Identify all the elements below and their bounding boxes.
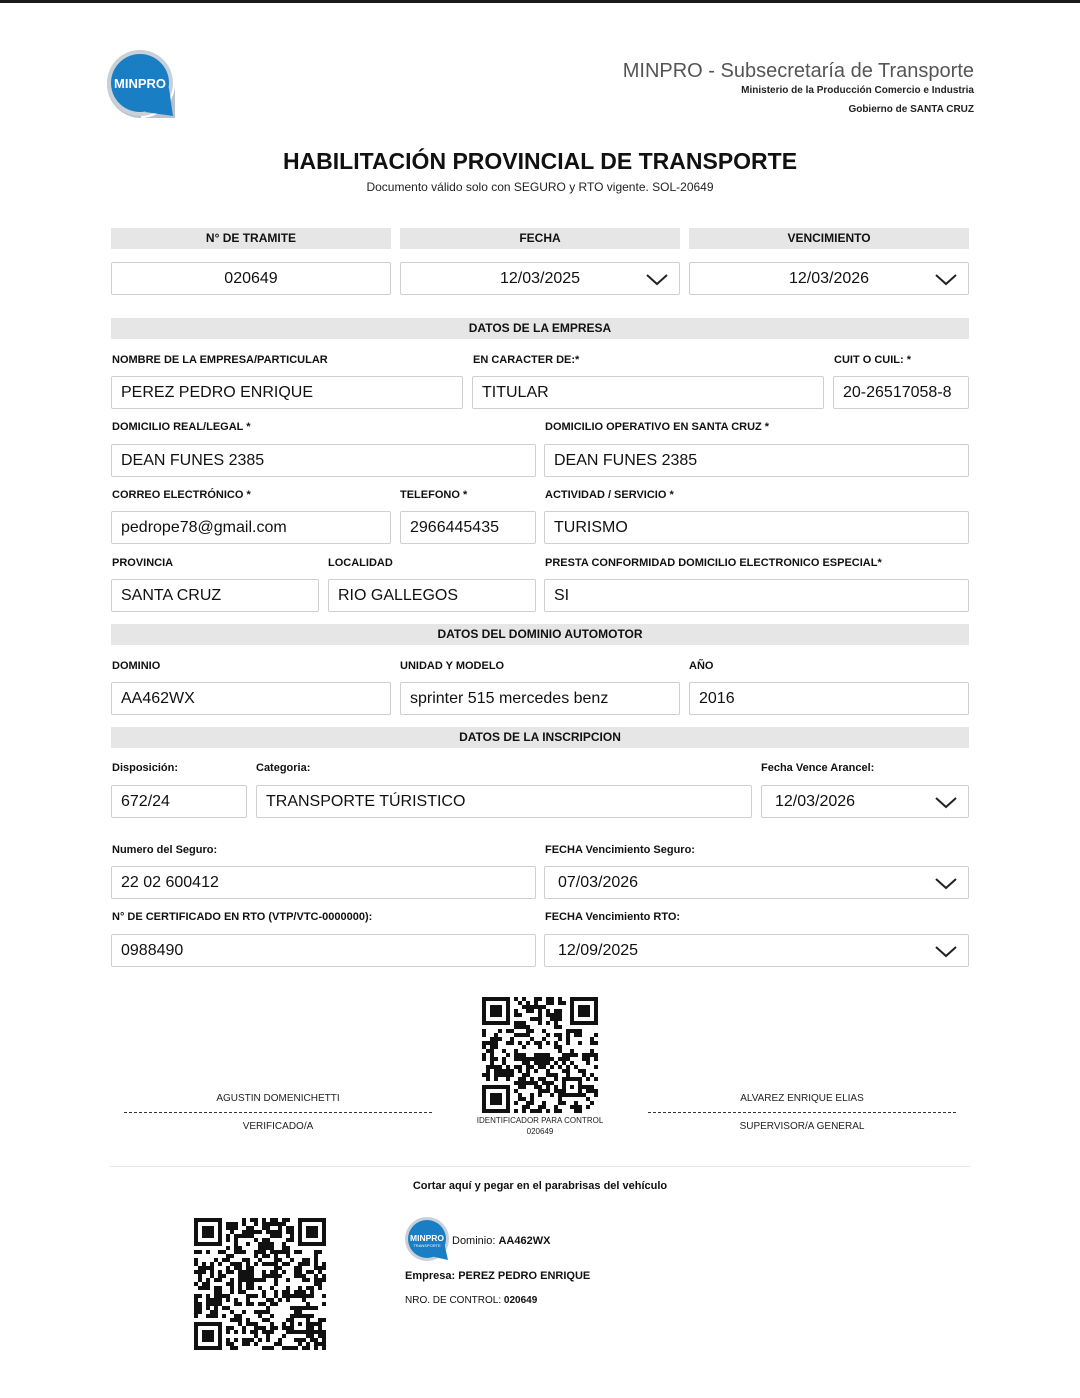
caracter-field[interactable]: TITULAR <box>472 376 824 409</box>
telefono-field[interactable]: 2966445435 <box>400 511 536 544</box>
categoria-field[interactable]: TRANSPORTE TÚRISTICO <box>256 785 752 818</box>
left-signer-name: AGUSTIN DOMENICHETTI <box>216 1093 340 1104</box>
minpro-logo <box>105 48 177 120</box>
org-title-sep: - <box>702 60 721 82</box>
tramite-label: N° DE TRAMITE <box>111 228 391 249</box>
provincia-field[interactable]: SANTA CRUZ <box>111 579 319 612</box>
vencimiento-select[interactable] <box>689 262 969 295</box>
correo-label: CORREO ELECTRÓNICO * <box>112 489 251 501</box>
dominio-label: DOMINIO <box>112 660 161 672</box>
localidad-field[interactable]: RIO GALLEGOS <box>328 579 536 612</box>
vencimiento-label: VENCIMIENTO <box>689 228 969 249</box>
domicilio-op-field[interactable]: DEAN FUNES 2385 <box>544 444 969 477</box>
government-name: Gobierno de SANTA CRUZ <box>848 104 974 115</box>
correo-field[interactable]: pedrope78@gmail.com <box>111 511 391 544</box>
cut-instruction: Cortar aquí y pegar en el parabrisas del vehículo <box>412 1180 668 1192</box>
qr-code <box>482 997 598 1113</box>
unidad-label: UNIDAD Y MODELO <box>400 660 505 672</box>
right-signer-name: ALVAREZ ENRIQUE ELIAS <box>740 1093 864 1104</box>
header-org <box>623 60 974 115</box>
stub-empresa-value: PEREZ PEDRO ENRIQUE <box>458 1270 591 1282</box>
caracter-label: EN CARACTER DE:* <box>473 354 580 366</box>
qr-caption-text: IDENTIFICADOR PARA CONTROL <box>476 1116 604 1125</box>
org-title-rest: Subsecretaría de Transporte <box>720 60 974 82</box>
cut-separator <box>110 1166 970 1167</box>
categoria-label: Categoria: <box>256 762 311 774</box>
left-signature-line <box>124 1112 432 1113</box>
seguro-field[interactable]: 22 02 600412 <box>111 866 536 899</box>
venc-seguro-label: FECHA Vencimiento Seguro: <box>545 844 695 856</box>
qr-number: 020649 <box>526 1127 554 1136</box>
venc-rto-label: FECHA Vencimiento RTO: <box>545 911 681 923</box>
ministry-name: Ministerio de la Producción Comercio e Industria <box>741 85 974 96</box>
section-dominio: DATOS DEL DOMINIO AUTOMOTOR <box>111 624 969 645</box>
arancel-select[interactable] <box>761 785 969 818</box>
stub-empresa-label: Empresa: <box>405 1270 459 1282</box>
venc-rto-value: 12/09/2025 <box>558 942 639 959</box>
fecha-select[interactable] <box>400 262 680 295</box>
section-inscripcion: DATOS DE LA INSCRIPCION <box>111 727 969 748</box>
unidad-field[interactable]: sprinter 515 mercedes benz <box>400 682 680 715</box>
cuit-label: CUIT O CUIL: * <box>834 354 911 366</box>
anio-label: AÑO <box>689 660 714 672</box>
stub-dominio-value: AA462WX <box>498 1235 551 1247</box>
stub-logo-subtext: TRANSPORTE <box>413 1243 441 1248</box>
chevron-down-icon <box>934 941 958 961</box>
stub-dominio <box>452 1235 550 1247</box>
tramite-field[interactable] <box>111 262 391 295</box>
chevron-down-icon <box>934 269 958 289</box>
tramite-value: 020649 <box>224 270 278 287</box>
domicilio-field[interactable]: DEAN FUNES 2385 <box>111 444 536 477</box>
stub-minpro-logo <box>404 1216 450 1262</box>
telefono-label: TELEFONO * <box>400 489 468 501</box>
right-signature-line <box>648 1112 956 1113</box>
stub-empresa <box>405 1270 590 1282</box>
left-signer-role: VERIFICADO/A <box>242 1121 314 1132</box>
rto-label: N° DE CERTIFICADO EN RTO (VTP/VTC-0000000): <box>112 911 373 923</box>
dominio-field[interactable]: AA462WX <box>111 682 391 715</box>
domicilio-op-label: DOMICILIO OPERATIVO EN SANTA CRUZ * <box>545 421 770 433</box>
top-border <box>0 0 1080 3</box>
document-title: HABILITACIÓN PROVINCIAL DE TRANSPORTE <box>282 148 798 174</box>
nombre-label: NOMBRE DE LA EMPRESA/PARTICULAR <box>112 354 328 366</box>
logo-text: MINPRO <box>114 76 166 91</box>
conformidad-field[interactable]: SI <box>544 579 969 612</box>
actividad-label: ACTIVIDAD / SERVICIO * <box>545 489 674 501</box>
chevron-down-icon <box>645 269 669 289</box>
document-subtitle: Documento válido solo con SEGURO y RTO vigente. SOL-20649 <box>366 180 714 194</box>
actividad-field[interactable]: TURISMO <box>544 511 969 544</box>
stub-logo-text: MINPRO <box>410 1233 444 1243</box>
localidad-label: LOCALIDAD <box>328 557 393 569</box>
provincia-label: PROVINCIA <box>112 557 174 569</box>
org-title-main: MINPRO <box>622 60 703 82</box>
arancel-label: Fecha Vence Arancel: <box>761 762 875 774</box>
section-empresa: DATOS DE LA EMPRESA <box>111 318 969 339</box>
cuit-field[interactable]: 20-26517058-8 <box>833 376 969 409</box>
fecha-label: FECHA <box>400 228 680 249</box>
right-signer-role: SUPERVISOR/A GENERAL <box>739 1121 865 1132</box>
stub-control-value: 020649 <box>503 1295 538 1306</box>
nombre-field[interactable]: PEREZ PEDRO ENRIQUE <box>111 376 463 409</box>
conformidad-label: PRESTA CONFORMIDAD DOMICILIO ELECTRONICO ESPECIAL* <box>545 557 882 569</box>
stub-qr-code <box>194 1218 326 1350</box>
anio-field[interactable]: 2016 <box>689 682 969 715</box>
stub-dominio-label: Dominio: <box>452 1235 499 1247</box>
disposicion-field[interactable]: 672/24 <box>111 785 247 818</box>
seguro-label: Numero del Seguro: <box>112 844 218 856</box>
domicilio-label: DOMICILIO REAL/LEGAL * <box>112 421 251 433</box>
venc-rto-select[interactable] <box>544 934 969 967</box>
qr-caption <box>470 1115 610 1137</box>
venc-seguro-value: 07/03/2026 <box>558 874 639 891</box>
vencimiento-value: 12/03/2026 <box>788 270 870 287</box>
chevron-down-icon <box>934 873 958 893</box>
disposicion-label: Disposición: <box>112 762 179 774</box>
chevron-down-icon <box>934 792 958 812</box>
fecha-value: 12/03/2025 <box>499 270 581 287</box>
org-title <box>623 60 974 83</box>
stub-control-label: NRO. DE CONTROL: <box>405 1295 504 1306</box>
arancel-value: 12/03/2026 <box>775 793 856 810</box>
venc-seguro-select[interactable] <box>544 866 969 899</box>
rto-field[interactable]: 0988490 <box>111 934 536 967</box>
stub-control <box>405 1295 537 1306</box>
